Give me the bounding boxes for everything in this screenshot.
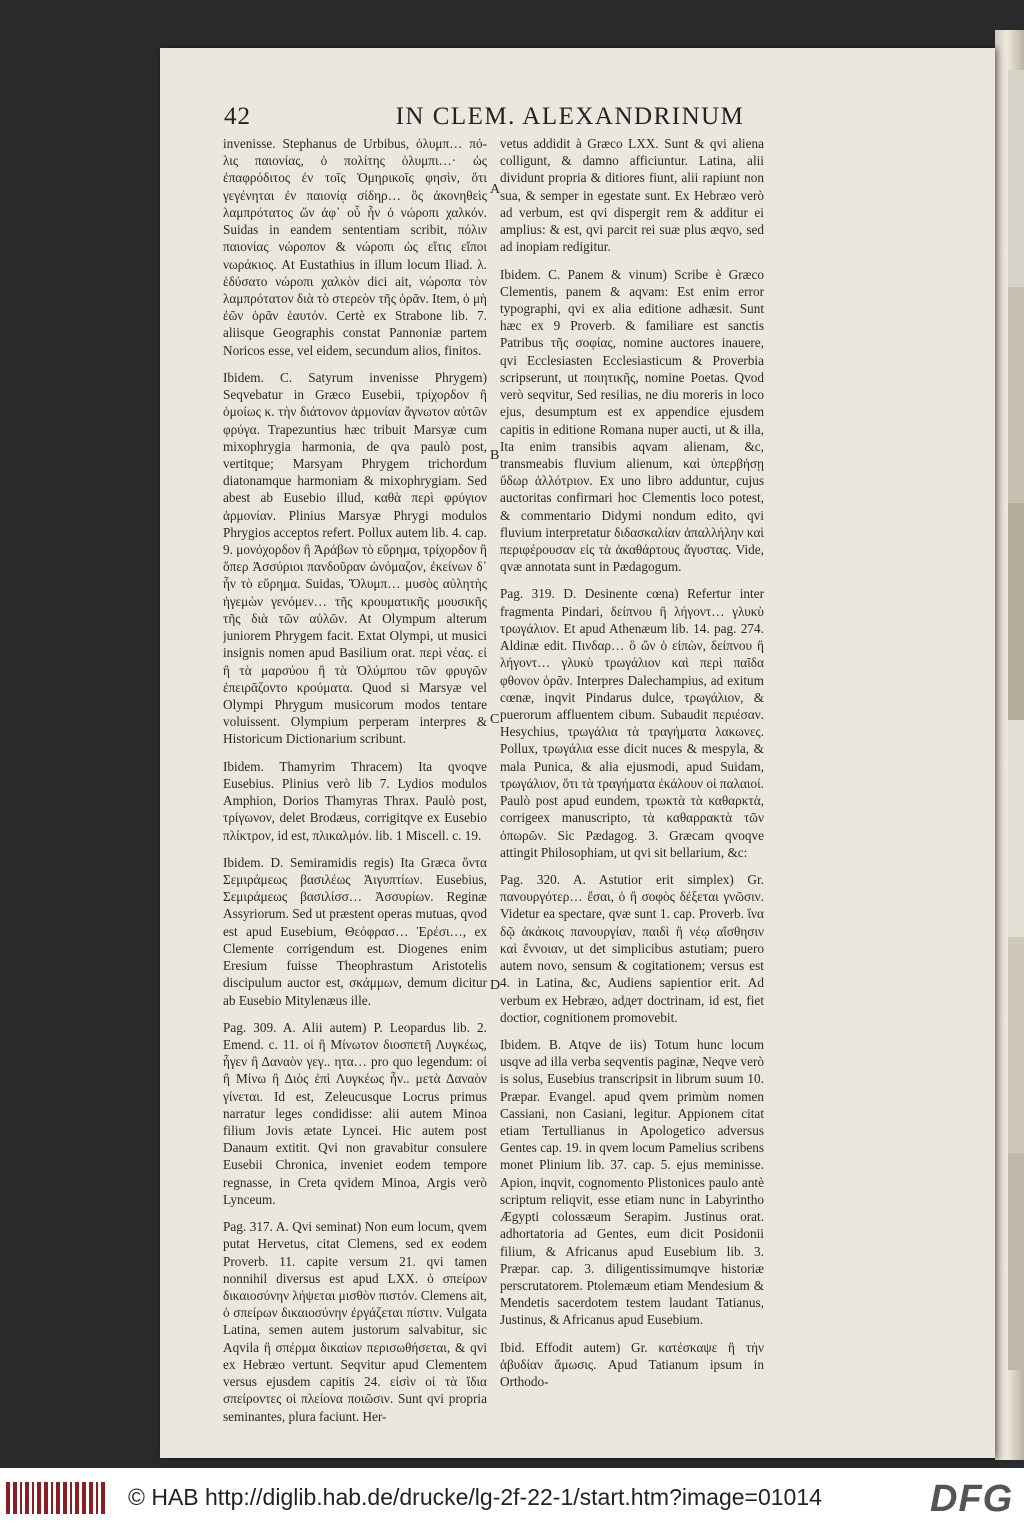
right-column bbox=[500, 135, 764, 1400]
color-calibration-strip bbox=[1008, 70, 1024, 1370]
paragraph: Pag. 309. A. Alii autem) P. Leopardus lib. 2. Emend. c. 11. οἱ ἢ Μίνωτον διοσπετῆ Λυγκέως, ἦγεν ἢ Δαναὸν γεγ.. ητα… pro quo legendum: οἱ ἢ Μίνω ἢ Διὸς ἐπὶ Λυγκέως ἦν.. μετὰ Δαναὸν γίνεται. Id est, Zeleucusque Locrus primus narratur leges condidisse: alii autem Minoa filium Jovis ætate Lyncei. Hic autem post Danaum extitit. Qvi non gravabitur consulere Eusebii Chronica, inveniet eodem tempore regnasse, in Creta qvidem Minoa, Argis verò Lynceum. bbox=[223, 1019, 487, 1207]
left-column bbox=[223, 135, 487, 1435]
paragraph: Ibidem. C. Satyrum invenisse Phrygem) Seqvebatur in Græco Eusebii, τρίχορδον ἢ ὁμοίως κ. τὴν διάτονον ἁρμονίαν ἄγνωτον αὐτῶν φρύγα. Trapezuntius hæc tribuit Marsyæ cum mixophrygia harmonia, de qva paulò post, vertitque; Marsyam Phrygem trichordum diatonamque harmoniam & mixophrygiam. Sed abest ab Eusebio illud, καθὰ περὶ φρύγιον ἁρμονίαν. Plinius Marsyæ Phrygi modulos Phrygios acceptos refert. Pollux autem lib. 4. cap. 9. μονόχορδον ἢ Ἀράβων τὸ εὕρημα, τρίχορδον ἢ ὅπερ Ἀσσύριοι πανδοῦραν ὠνόμαζον, ἐκείνων δ᾽ ἦν τὸ εὕρημα. Suidas, Ὄλυμπ… μυσὸς αὐλητὴς ἡγεμὼν γενόμεν… τῆς κρουματικῆς μουσικῆς τῆς διὰ τῶν αὐλῶν. At Olympum alterum juniorem Phrygem facit. Extat Olympi, ut musici insignis nomen apud Basilium orat. περὶ νέας. εἰ ἢ τὰ μαρσύου ἢ τὰ Ὀλύμπου τῶν φρυγῶν ἐπειρᾶζοντο κρούματα. Quod si Marsyæ vel Olympi Phrygum musicorum modos tentare voluissent. Olympium perperam interpres & Historicum Dictionarium scribunt. bbox=[223, 369, 487, 747]
paragraph: Pag. 319. D. Desinente cœna) Refertur inter fragmenta Pindari, δείπνου ἢ λήγοντ… γλυκὺ τρωγάλιον. Et apud Athenæum lib. 14. pag. 274. Aldinæ edit. Πινδαρ… ὃ ὤν ὁ εἰπὼν, δείπνου ἢ λήγοντ… γλυκὺ τρωγάλιον καὶ περὶ παῖδα φθονον ὁρᾶν. Interpres Dalechampius, ad exitum cœnæ, inqvit Pindarus dulce, τρωγάλιον, & puerorum affluentem cibum. Subaudit περιέσαν. Hesychius, τρωγάλια τὰ τραγήματα λακωνες. Pollux, τρωγάλια esse dicit nuces & mespyla, & mala Punica, & alia ejusmodi, apud Suidam, τρωγάλιον, ὅτι τὰ τραγήματα ἐκάλουν οἱ παλαιοί. Paulò post apud eundem, τρωκτὰ τὰ καθαρκτὰ, corrigeex manuscripto, τὰ καθαρρακτὰ τῶν ὀπωρῶν. Sic Pædagog. 3. Græcam qvoqve attingit Philosophiam, ut qvi sit bellarium, &c: bbox=[500, 586, 764, 860]
paragraph: invenisse. Stephanus de Urbibus, ὀλυμπ… πό- λις παιονίας, ὁ πολίτης ὀλυμπι…· ὡς ἐπαφρόδιτος ἐν τοῖς Ὁμηρικοῖς φησὶν, ὅτι γεγένηται ἐν παιονίᾳ σίδηρ… ὃς ἀκονηθεὶς λαμπρότατος ὤν ἀφ᾽ οὗ ἦν ὁ νώροπι χαλκόν. Suidas in eandem sententiam scribit, πόλιν παιονίας νώροπον & νώροπι ὡς εἴτις εἴποι νωράκιος. At Eustathius in illum locum Iliad. λ. ἑδύσατο νώροπι χαλκὸν dici ait, νώροπα τὸν λαμπρότατον διὰ τὸ στερεὸν τῆς ὁρᾶν. Item, ὁ μὴ ἐῶν ὁρᾶν ἑαυτόν. Certè ex Strabone lib. 7. aliisque Geographis constat Pannoniæ partem Noricos esse, vel eidem, secundum alios, finitos. bbox=[223, 136, 487, 358]
source-link[interactable]: © HAB http://diglib.hab.de/drucke/lg-2f-22-1/start.htm?image=01014 bbox=[128, 1484, 822, 1510]
paragraph: Ibidem. B. Atqve de iis) Totum hunc locum usqve ad illa verba seqventis paginæ, Neqve verò is solus, Eusebius transcripsit in librum suum 10. Præpar. Evangel. apud qvem primùm nomen Cassiani, non Casiani, legitur. Appionem citat etiam Tertullianus in Apologetico adversus Gentes cap. 19. in qvem locum Pamelius scribens monet Plinium lib. 37. cap. 5. ejus meminisse. Apion, inqvit, cognomento Plistonices paulo antè scriptum reliqvit, esse etiam nunc in Labyrintho Ægypti colossæum Serapim. Justinus orat. adhortatoria ad Gentes, eum dicit Posidonii filium, & Africanus apud Eusebium lib. 3. Præpar. cap. 3. diligentissimumqve historiæ perscrutatorem. Ptolemæum etiam Mendesium & Mendetis sacerdotem testem laudant Tatianus, Justinus, & Africanus apud Eusebium. bbox=[500, 1036, 764, 1328]
paragraph: vetus addidit à Græco LXX. Sunt & qvi aliena colligunt, & damno afficiuntur. Latina, alii dividunt propria & ditiores fiunt, alii rapiunt non sua, & semper in egestate sunt. Ex Hebræo verò ad verbum, est qvi dispergit rem & additur ei amplius: & est, qvi parcit rei suæ plus æqvo, sed ad inopiam redigitur. bbox=[500, 136, 764, 255]
paragraph: Pag. 320. A. Astutior erit simplex) Gr. πανουργότερ… ἔσαι, ὁ ἢ σοφὸς δέξεται γνῶσιν. Videtur ea spectare, qvæ sunt 1. cap. Proverb. ἵνα δῷ ἀκάκοις πανουργίαν, παιδὶ ἢ νέῳ αἴσθησιν καὶ ἔννοιαν, ut det simplicibus astutiam; puero autem novo, sensum & cogitationem; versus est 4. in Latina, &c, Audiens sapientior erit. Ad verbum ex Hebræo, adдет doctrinam, id est, fiet doctior, cognitionem promovebit. bbox=[500, 871, 764, 1025]
margin-letter-d: D bbox=[490, 978, 501, 993]
paragraph: Ibidem. C. Panem & vinum) Scribe è Græco Clementis, panem & aqvam: Est enim error typographi, qvi ex alia editione adhæsit. Sunt hæc ex 9 Proverb. & familiare est sanctis Patribus τῆς σοφίας, nomine auctores inauere, qvi Ecclesiasten Ecclesiasticum & Proverbia scripserunt, ut ποιητικῆς, nomine Poetas. Qvod verò seqvitur, Sed resilias, ne diu moreris in loco ejus, desumptum est ex appendice ejusdem capitis in editione Romana nuper aucti, ut & illa, Ita enim transibis aqvam alienam, &c, transmeabis fluvium alienum, καὶ ὑπερβήσῃ ὕδωρ ἀλλότριον. Ex uno libro adduntur, cujus auctoritas confirmari hoc Clementis loco potest, & commentario Didymi nondum edito, qvi fluvium interpretatur διδασκαλίαν ἀπαλλήλην καὶ περιφέρουσαν εἰς τὰ ἀκαθάρτους ἄγυστας. Vide, qvæ annotata sunt in Pædagogum. bbox=[500, 266, 764, 575]
dfg-logo: DFG bbox=[930, 1478, 1014, 1520]
hab-logo-icon bbox=[6, 1482, 116, 1514]
margin-letter-b: B bbox=[490, 448, 500, 463]
margin-letter-c: C bbox=[490, 712, 500, 727]
margin-letter-a: A bbox=[490, 182, 501, 197]
paragraph: Pag. 317. A. Qvi seminat) Non eum locum, qvem putat Hervetus, citat Clemens, sed ex eodem Proverb. 11. capite versum 21. qvi tamen nonnihil diversus est apud LXX. ὁ σπείρων δικαιοσύνην λήψεται μισθὸν πιστόν. Clemens ait, ὁ σπείρων δικαιοσύνην ἐργάζεται πίστιν. Vulgata Latina, semen autem justorum salvabitur, sic Aqvila ἢ σπέρμα δικαίων περισωθήσεται, & qvi ex Hebræo vertunt. Seqvitur apud Clementem versus ejusdem capitis 24. εἰσὶν οἱ τὰ ἴδια σπείροντες οἱ πλείονα ποιῶσιν. Sunt qvi propria seminantes, plura faciunt. Her- bbox=[223, 1219, 487, 1424]
running-head: IN CLEM. ALEXANDRINUM bbox=[395, 103, 745, 130]
paragraph: Ibid. Effodit autem) Gr. κατέσκαψε ἢ τὴν ἀβυδίαν ἄμωσις. Apud Tatianum ipsum in Orthodo- bbox=[500, 1339, 764, 1390]
viewer-footer bbox=[0, 1468, 1024, 1529]
paragraph: Ibidem. Thamyrim Thracem) Ita qvoqve Eusebius. Plinius verò lib 7. Lydios modulos Amphion, Dorios Thamyras Thrax. Paulò post, τρίγωνον, delet Brodæus, corrigitqve ex Eusebio πλίκτρον, id est, πλικαλμόν. lib. 1 Miscell. c. 19. bbox=[223, 758, 487, 843]
paragraph: Ibidem. D. Semiramidis regis) Ita Græca ὄντα Σεμιράμεως βασιλέως Ἀιγυπτίων. Eusebius, Σεμιράμεως βασιλίσσ… Ἀσσυρίων. Reginæ Assyriorum. Sed ut præstent operas mutuas, qvod est apud Eusebium, Θεόφρασ… Ἐρέσι…, ex Clemente corrigendum est. Diogenes enim Eresium fuisse Theophrastum Aristotelis discipulum auctor est, σκάμμων, demum dicitur ab Eusebio Mitylenæus ille. bbox=[223, 854, 487, 1008]
page-number: 42 bbox=[224, 103, 251, 130]
